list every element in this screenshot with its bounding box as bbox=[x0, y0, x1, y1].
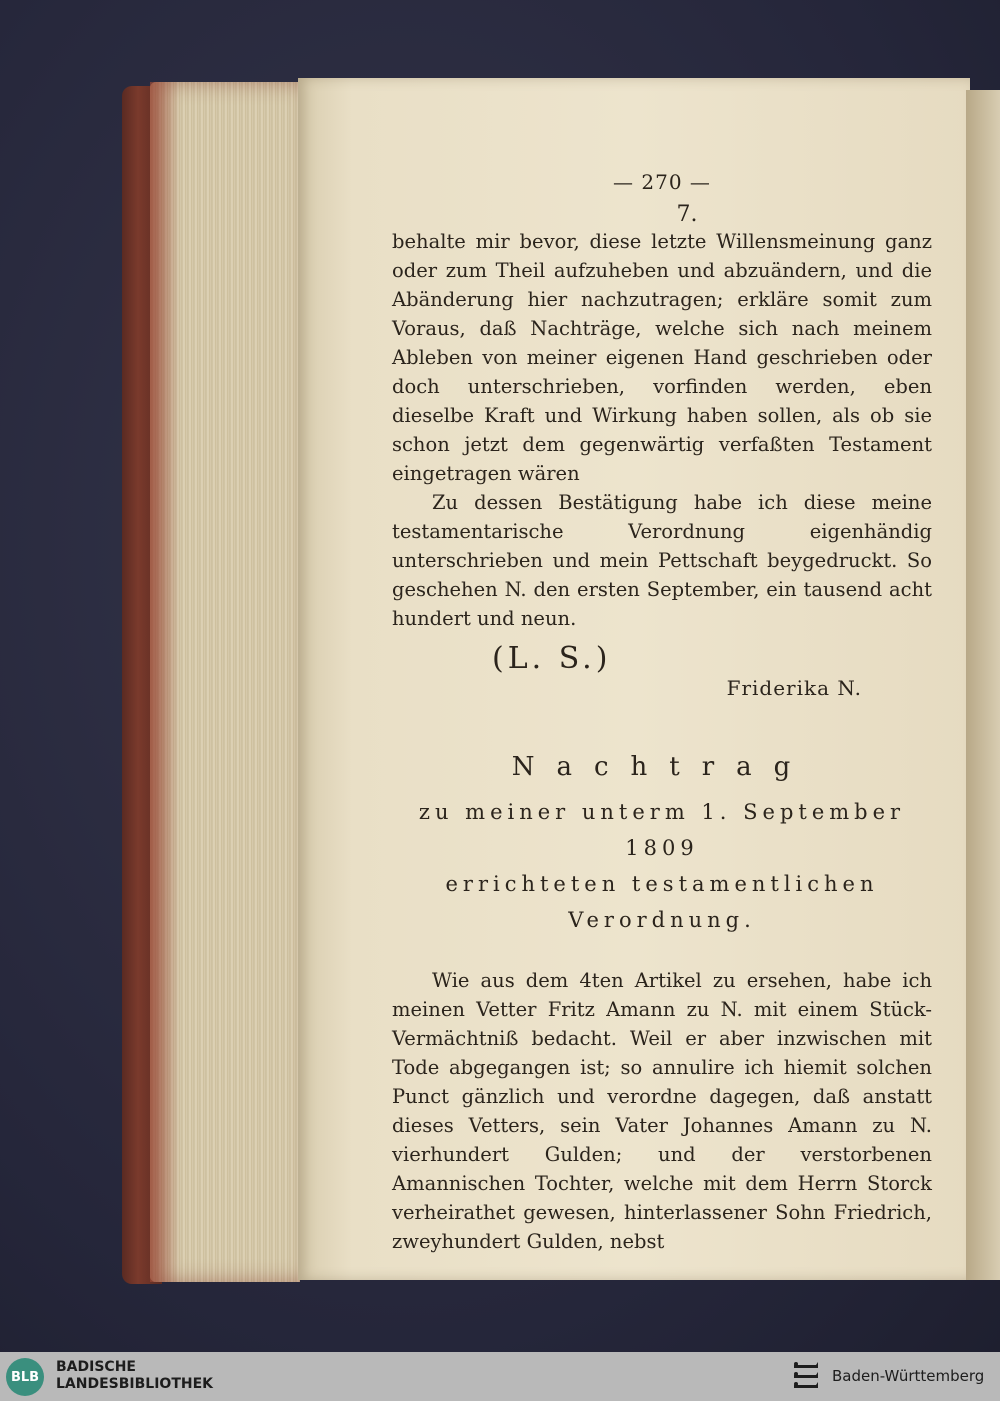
blb-abbr: BLB bbox=[10, 1369, 40, 1385]
paragraph-codicil: Wie aus dem 4ten Artikel zu ersehen, habe ich meinen Vetter Fritz Amann zu N. mit einem Stück-Vermächtniß bedacht. Weil er aber inzwischen mit Tode abgegangen ist; so annulire ich hiemit solchen Punct gänzlich und verordne dagegen, daß anstatt dieses Vetters, sein Vater Johannes Amann zu N. vierhundert Gulden; und der verstorbenen Amannischen Tochter, welche mit dem Herrn Storck verheirathet gewesen, hinterlassener Sohn Friedrich, zweyhundert Gulden, nebst bbox=[392, 969, 932, 1253]
page-number: — 270 — bbox=[613, 170, 711, 194]
blb-logo-icon[interactable] bbox=[6, 1358, 44, 1396]
page-block-edge bbox=[150, 82, 300, 1282]
facing-page-edge bbox=[966, 90, 1000, 1280]
library-name-line-1: BADISCHE bbox=[56, 1359, 136, 1375]
page-text bbox=[392, 170, 932, 1256]
section-title: Nachtrag bbox=[511, 752, 813, 782]
signature-line: Friderika N. bbox=[726, 676, 862, 700]
baden-wuerttemberg-lions-icon[interactable] bbox=[790, 1360, 822, 1394]
footer-bar bbox=[0, 1352, 1000, 1401]
section-subtitle-line-2: errichteten testamentlichen bbox=[445, 872, 879, 896]
seal-mark: (L. S.) bbox=[492, 641, 612, 676]
library-name[interactable] bbox=[56, 1359, 213, 1393]
library-name-line-2: LANDESBIBLIOTHEK bbox=[56, 1376, 214, 1392]
paragraph-confirmation: Zu dessen Bestätigung habe ich diese meine testamentarische Verordnung eigenhändig unterschrieben und mein Pettschaft beygedruckt. So geschehen N. den ersten September, ein tausend acht hundert und neun. bbox=[392, 491, 932, 630]
section-subtitle-line-1: zu meiner unterm 1. September 1809 bbox=[418, 800, 906, 860]
state-name[interactable]: Baden-Württemberg bbox=[832, 1367, 985, 1385]
paragraph-clause: behalte mir bevor, diese letzte Willensmeinung ganz oder zum Theil aufzuheben und abzuändern, und die Abänderung hier nachzutragen; erkläre somit zum Voraus, daß Nachträge, welche sich nach meinem Ableben von meiner eigenen Hand geschrieben oder doch unterschrieben, vorfinden werden, eben dieselbe Kraft und Wirkung haben sollen, als ob sie schon jetzt dem gegenwärtig verfaßten Testament eingetragen wären bbox=[392, 230, 932, 485]
signature-mark: 7. bbox=[676, 202, 698, 227]
section-subtitle-line-3: Verordnung. bbox=[568, 908, 756, 932]
